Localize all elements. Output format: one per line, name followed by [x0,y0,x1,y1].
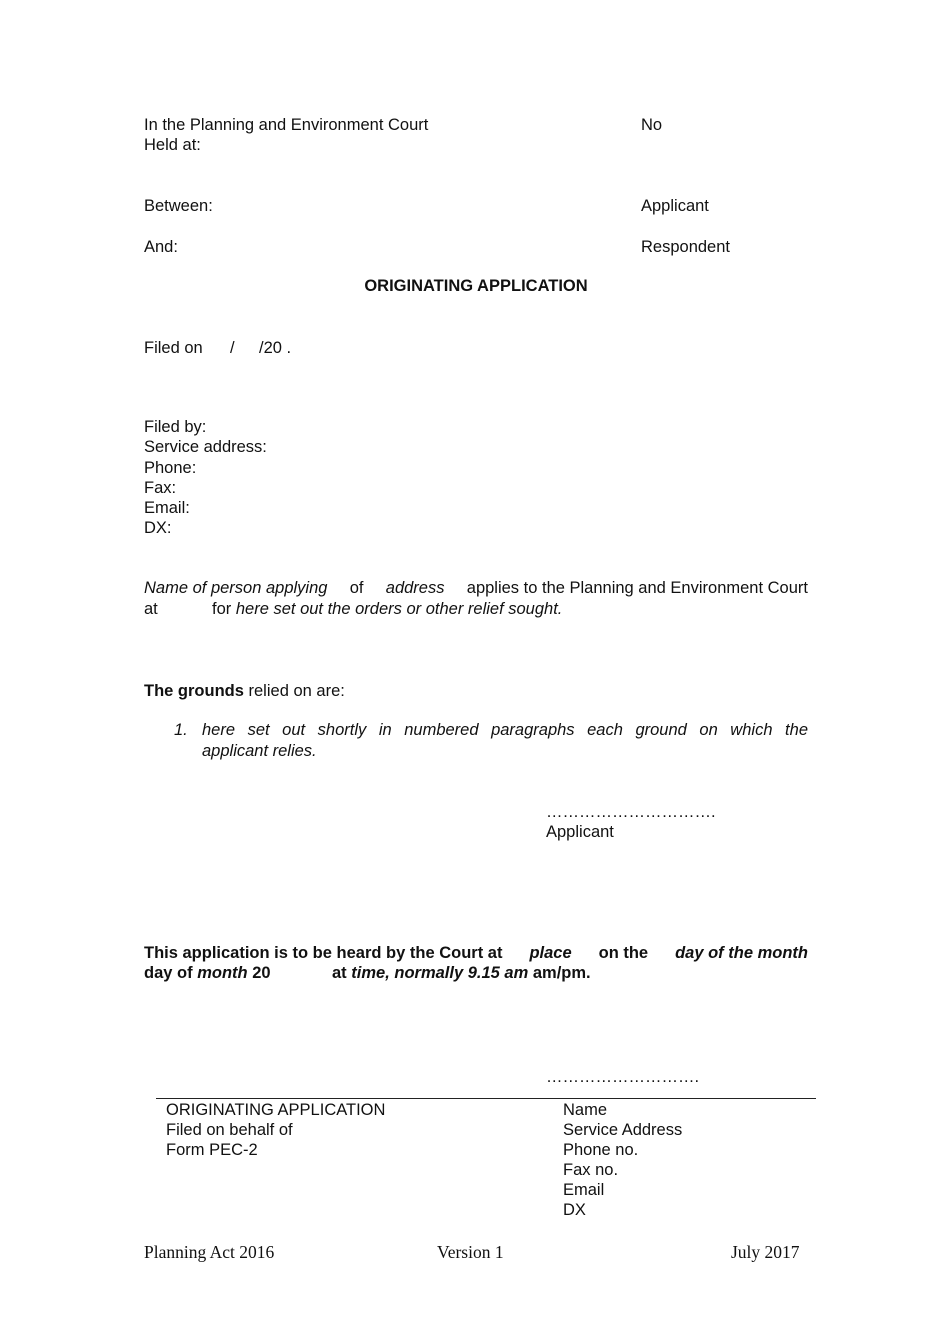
grounds-item-line1: here set out shortly in numbered paragraphs each ground on which the [202,721,808,739]
grounds-item-line2: applicant relies. [202,742,317,760]
footer-act: Planning Act 2016 [144,1242,275,1262]
lower-signature-dots: ………………………. [546,1068,700,1086]
backsheet-phone: Phone no. [563,1141,639,1159]
name-placeholder: Name of person applying [144,579,328,597]
hearing-line2-start [144,963,271,983]
hearing-year-prefix: 20 [252,964,271,982]
court-line: In the Planning and Environment Court [144,116,429,134]
case-number-label: No [641,116,663,134]
footer-version: Version 1 [437,1242,504,1262]
email-label: Email: [144,499,190,517]
backsheet-dx: DX [563,1201,586,1219]
hearing-month: month [197,964,248,982]
at-word: at [144,600,158,618]
hearing-place: place [529,944,572,962]
grounds-heading [144,681,345,701]
document-title: ORIGINATING APPLICATION [364,277,588,295]
hearing-line2-end [332,963,591,983]
backsheet-filed-on-behalf: Filed on behalf of [166,1121,293,1139]
signature-label: Applicant [546,823,614,841]
backsheet-divider [156,1098,816,1099]
hearing-at: at [332,964,347,982]
for-word: for [212,600,232,618]
hearing-line1-b: on the [598,944,649,962]
grounds-heading-rest: relied on are: [248,682,345,700]
hearing-ampm: am/pm. [532,964,591,982]
footer-date: July 2017 [731,1242,800,1262]
signature-dots: …………………………. [546,803,716,821]
held-at-label: Held at: [144,136,201,154]
between-label: Between: [144,197,213,215]
grounds-heading-bold: The grounds [144,682,244,700]
hearing-line1-a: This application is to be heard by the Court at [144,944,503,962]
and-label: And: [144,238,178,256]
backsheet-form-number: Form PEC-2 [166,1141,258,1159]
of-word: of [349,579,364,597]
phone-label: Phone: [144,459,197,477]
filed-by-label: Filed by: [144,418,207,436]
backsheet-service-address: Service Address [563,1121,683,1139]
backsheet-fax: Fax no. [563,1161,619,1179]
backsheet-title: ORIGINATING APPLICATION [166,1101,386,1119]
service-address-label: Service address: [144,438,267,456]
applicant-role: Applicant [641,197,709,215]
grounds-item-number: 1. [174,721,188,739]
filed-on-slash: / [230,339,235,357]
applies-to-text: applies to the Planning and Environment Court [466,579,808,597]
filed-on-label: Filed on [144,339,203,357]
backsheet-email: Email [563,1181,605,1199]
respondent-role: Respondent [641,238,730,256]
backsheet-name: Name [563,1101,608,1119]
relief-placeholder: here set out the orders or other relief sought. [235,600,563,618]
application-paragraph-line2 [212,599,562,619]
dx-label: DX: [144,519,172,537]
application-paragraph-line1 [144,578,808,598]
hearing-line2-a: day of [144,964,193,982]
hearing-line1 [144,943,808,963]
fax-label: Fax: [144,479,177,497]
filed-on-year: /20 . [259,339,292,357]
hearing-day: day of the month [675,944,808,962]
hearing-time: time, normally 9.15 am [351,964,529,982]
address-placeholder: address [385,579,445,597]
